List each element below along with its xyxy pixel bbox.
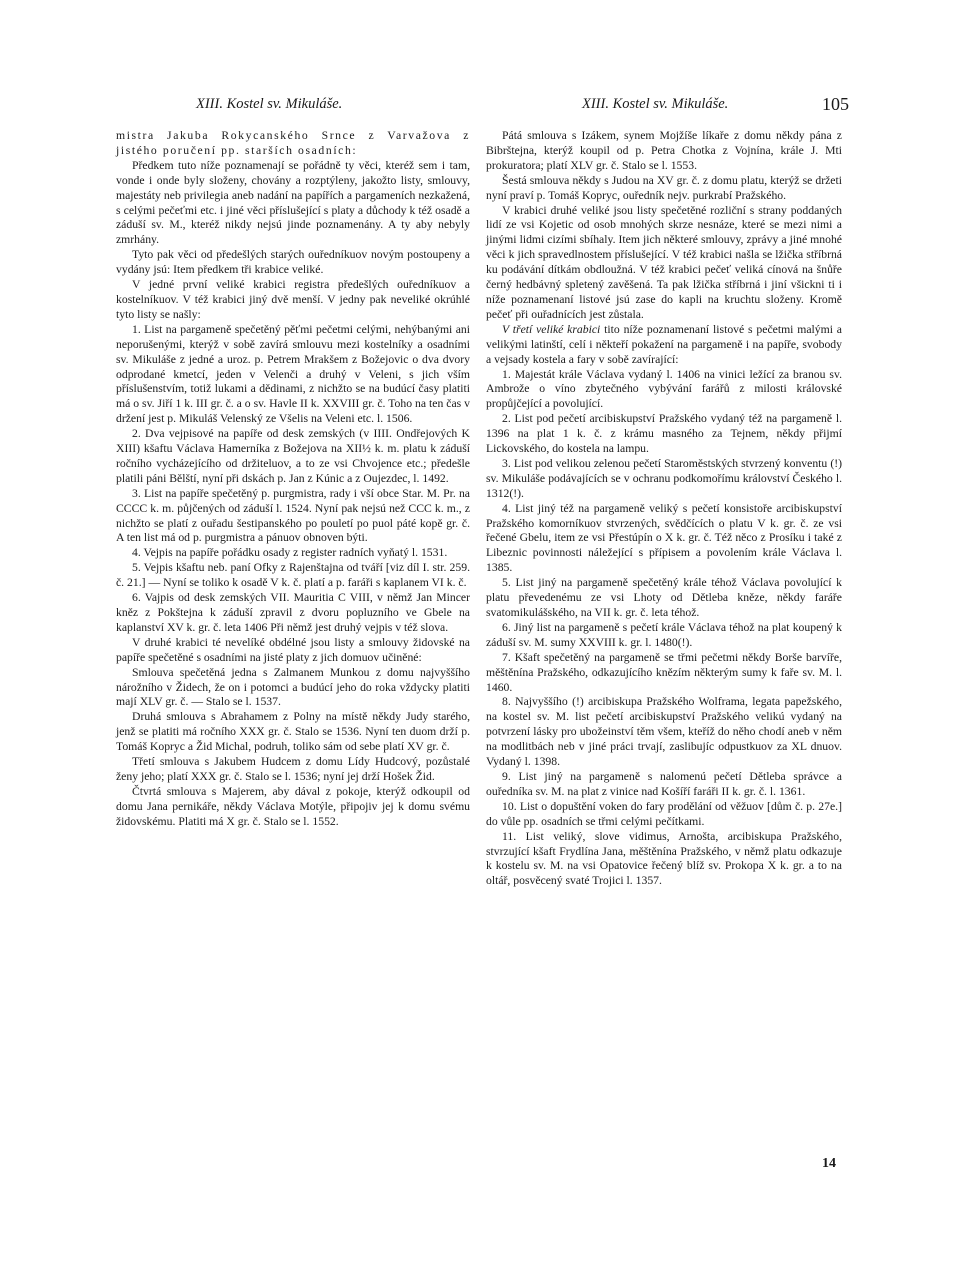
paragraph: V jedné první veliké krabici registra předešlých ouředníkuov a kostelníkuov. V též krabici jiný dvě menší. V jedny pak neveliké okrúhlé tyto listy se našly: <box>116 278 470 321</box>
list-item: 3. List pod velikou zelenou pečetí Staroměstských stvrzený konventu (!) sv. Mikuláše podávajících se v ochranu podkomořímu království Českého l. 1312(!). <box>486 456 842 500</box>
list-item: 8. Najvyššího (!) arcibiskupa Pražského Wolframa, legata papežského, na kostel sv. M. list pečetí arcibiskupství Pražského velikú vydaný na potvrzení lásky pro ubožeinství těm všem, kteříž do něho chodí aneb v něm na modlitbách neb v jiné práci trvají, zaslibujíc odpustkuov za XL dnuov. Vydaný l. 1398. <box>486 695 842 769</box>
paragraph: Smlouva spečetěná jedna s Zalmanem Munkou z domu najvyššího nárožního v Židech, že on i potomci a budúcí jeho do roka vždycky platiti mají XLV gr. č. — Stalo se l. 1537. <box>116 665 470 709</box>
list-item: 11. List veliký, slove vidimus, Arnošta, arcibiskupa Pražského, stvrzující kšaft Frydlína Jana, měštěnína Pražského, v němž platu odkazuje k kostelu sv. M. na vsi Opatovice řečený blíž sv. Prokopa X k. gr. a to na oltář, posvěcený svaté Trojici l. 1357. <box>486 829 842 888</box>
list-item: 1. List na pargameně spečetěný pěťmi pečetmi celými, nehýbanými ani neporušenými, kterýž v sobě zavírá smlouvu mezi kostelníky a osadními sv. Mikuláše z jedné a uroz. p. Petrem Mrakšem z Božejovic o dva dvory odprodané kmetcí, jeden v Velenči a druhý v Veleni, s jich vším příslušenstvím, totiž lukami a dědinami, z nichžto se na budúcí časy platiti má o sv. Jiří 1 k. III gr. č. a o sv. Havle II k. XXVIII gr. č. Toho na ten čas v držení jest p. Mikuláš Velenský ze Všelis na Veleni etc. l. 1506. <box>116 322 470 426</box>
list-item: 4. List jiný též na pargameně veliký s pečetí konsistoře arcibiskupství Pražského komorníkuov stvrzených, svědčících o platu V k. gr. č. ze vsi řečené Gbelu, item ze vsi Přestúpín o X k. gr. č. Též něco z Prosíku i také z Libeznic povinnosti náležející s přípisem a povolením krále Václava l. 1385. <box>486 501 842 575</box>
italic-lead: V třetí veliké krabici <box>502 322 601 336</box>
paragraph <box>486 323 842 368</box>
left-running-title: XIII. Kostel sv. Mikuláše. <box>196 96 343 112</box>
list-item: 1. Majestát krále Václava vydaný l. 1406 na vinici ležící za branou sv. Ambrože o víno zbytečného vybývání farářů z milosti královské propůjčející a povolující. <box>486 367 842 411</box>
paragraph: Pátá smlouva s Izákem, synem Mojžíše líkaře z domu někdy pána z Bibrštejna, kterýž koupil od p. Petra Chotka z Vojnína, krále J. Mti prokuratora; platí XLV gr. č. Stalo se l. 1553. <box>486 129 842 172</box>
list-item: 3. List na papíře spečetěný p. purgmistra, rady i vší obce Star. M. Pr. na CCCC k. m. půjčených od záduší l. 1524. Nyní pak nejsú než CCC k. m., z nichžto se platí z ouřadu šestipanského po pouletí po puol páté kopě gr. č. A ten list má od p. purgmistra a pánuov obnoven býti. <box>116 486 470 545</box>
right-running-title: XIII. Kostel sv. Mikuláše. <box>582 96 729 112</box>
list-item: 9. List jiný na pargameně s nalomenú pečetí Dětleba správce a ouředníka sv. M. na plat z vinice nad Košíří faráři II k. gr. č. l. 1361. <box>486 769 842 798</box>
list-item: 2. Dva vejpisové na papíře od desk zemských (v IIII. Ondřejových K XIII) kšaftu Václava Hamerníka z Božejova na XII½ k. m. platu k záduší ročního vycházejícího od držiteluov, a to ze vsi Chvojence etc.; předešle platili páni Bělští, nyní při dskách p. Jan z Kúnic a z Oujezdec, l. 1492. <box>116 427 470 485</box>
right-column <box>486 129 842 889</box>
list-item: 6. Vajpis od desk zemských VII. Mauritia C VIII, v němž Jan Mincer kněz z Pokštejna k záduší zpravil z dvoru popluzního ve Gbele na kaplanství XV k. gr. č. leta 1406 Při němž jest druhý vejpis v též slova. <box>116 591 470 634</box>
paragraph-text: tito níže poznamenaní listové s pečetmi malými a velikými latinští, celí i někteří pokažení na pargameně i na papíře, svobody a vejsady kostela a fary v sobě zavírající: <box>486 322 842 366</box>
running-header <box>0 96 960 120</box>
list-item: 5. List jiný na pargameně spečetěný krále téhož Václava povolující k platu převedenému ze vsi Lhoty od Dětleba kněze, někdy faráře svatomikulášského, na VII k. gr. č. leta téhož. <box>486 576 842 619</box>
paragraph: Předkem tuto níže poznamenají se pořádně ty věci, kteréž sem i tam, vonde i onde byly složeny, chovány a rozptýleny, jakožto listy, smlouvy, majestáty neb privilegia aneb nadání na papířích a pargameních nezkažená, s celými pečeťmi etc. i jiné věci příslušející s platy a důchody k též osadě a záduší sv. M., kteréž nikdy nejsú jinde poznamenány. A ty aby nebyly zmrhány. <box>116 158 470 247</box>
list-item: 10. List o dopuštění voken do fary prodělání od věžuov [dům č. p. 27e.] do vůle pp. osadních se třmi celými pečítkami. <box>486 799 842 828</box>
intro-heading: mistra Jakuba Rokycanského Srnce z Varvažova z jistého poručení pp. starších osadních: <box>116 129 470 157</box>
signature-mark: 14 <box>822 1156 836 1171</box>
list-item: 4. Vejpis na papíře pořádku osady z register radních vyňatý l. 1531. <box>132 546 448 560</box>
paragraph: Druhá smlouva s Abrahamem z Polny na místě někdy Judy starého, jenž se platiti má ročního XXX gr. č. Stalo se 1536. Nyní ten duom drží p. Tomáš Kopryc a Žid Michal, podruh, toliko sám od sebe platí XV gr. č. <box>116 710 470 754</box>
list-item: 6. Jiný list na pargameně s pečetí krále Václava téhož na plat koupený k záduší sv. M. sumy XXVIII k. gr. l. 1480(!). <box>486 620 842 649</box>
page-number: 105 <box>822 94 849 114</box>
left-column <box>116 129 470 830</box>
paragraph: Čtvrtá smlouva s Majerem, aby dával z pokoje, kterýž odkoupil od domu Jana pernikáře, někdy Václava Motýle, připojiv jej k domu svému židovskému. Platiti má X gr. č. Stalo se l. 1552. <box>116 784 470 828</box>
paragraph: V krabici druhé veliké jsou listy spečetěné rozliční s strany poddaných lidí ze vsi Kojetic od osob mnohých skrze nesnáze, které se mezi nimi a jinými lidmi cizími sbíhaly. Item jich některé smlouvy, zprávy a jiné mnohé věci k jich spravedlnostem příslušející. V též krabici našla se lžička stříbrná ku podávání dítkám obdloužná. V též krabici pečeť veliká cínová na šnůře černý hedbávný spletený zavěšená. Ta pak lžička stříbrná i jiní všickni ti i níže poznamenaní listové jsú zase do kapli na kruchtu složeny. Kromě pečeť při ouřadnících jest zůstala. <box>486 203 842 321</box>
list-item: 2. List pod pečetí arcibiskupství Pražského vydaný též na pargameně l. 1396 na plat 1 k. č. z krámu masného za Tejnem, někdy přijmí Lickovského, do kostela na lampu. <box>486 412 842 456</box>
list-item: 7. Kšaft spečetěný na pargameně se třmi pečetmi někdy Borše barvíře, měštěnína Pražského, odkazujícího knězím některým sumy k faře sv. M. l. 1460. <box>486 650 842 694</box>
paragraph: Třetí smlouva s Jakubem Hudcem z domu Lídy Hudcový, pozůstalé ženy jeho; platí XXX gr. č. Stalo se l. 1536; nyní jej drží Hošek Žid. <box>116 755 470 783</box>
paragraph: Šestá smlouva někdy s Judou na XV gr. č. z domu platu, kterýž se držeti nyní praví p. Tomáš Kopryc, ouředník nejv. purkrabí Pražského. <box>486 173 842 202</box>
list-item: 5. Vejpis kšaftu neb. paní Ofky z Rajenštajna od tváří [viz díl I. str. 259. č. 21.] — Nyní se toliko k osadě V k. č. platí a p. faráři s kaplanem VI k. č. <box>116 561 470 590</box>
paragraph: Tyto pak věci od předešlých starých ouředníkuov novým postoupeny a vydány jsú: Item předkem tři krabice veliké. <box>116 248 470 277</box>
paragraph: V druhé krabici té nevelíké obdélné jsou listy a smlouvy židovské na papíře spečetěné s osadními na jisté platy z jich domuov učiněné: <box>116 635 470 664</box>
